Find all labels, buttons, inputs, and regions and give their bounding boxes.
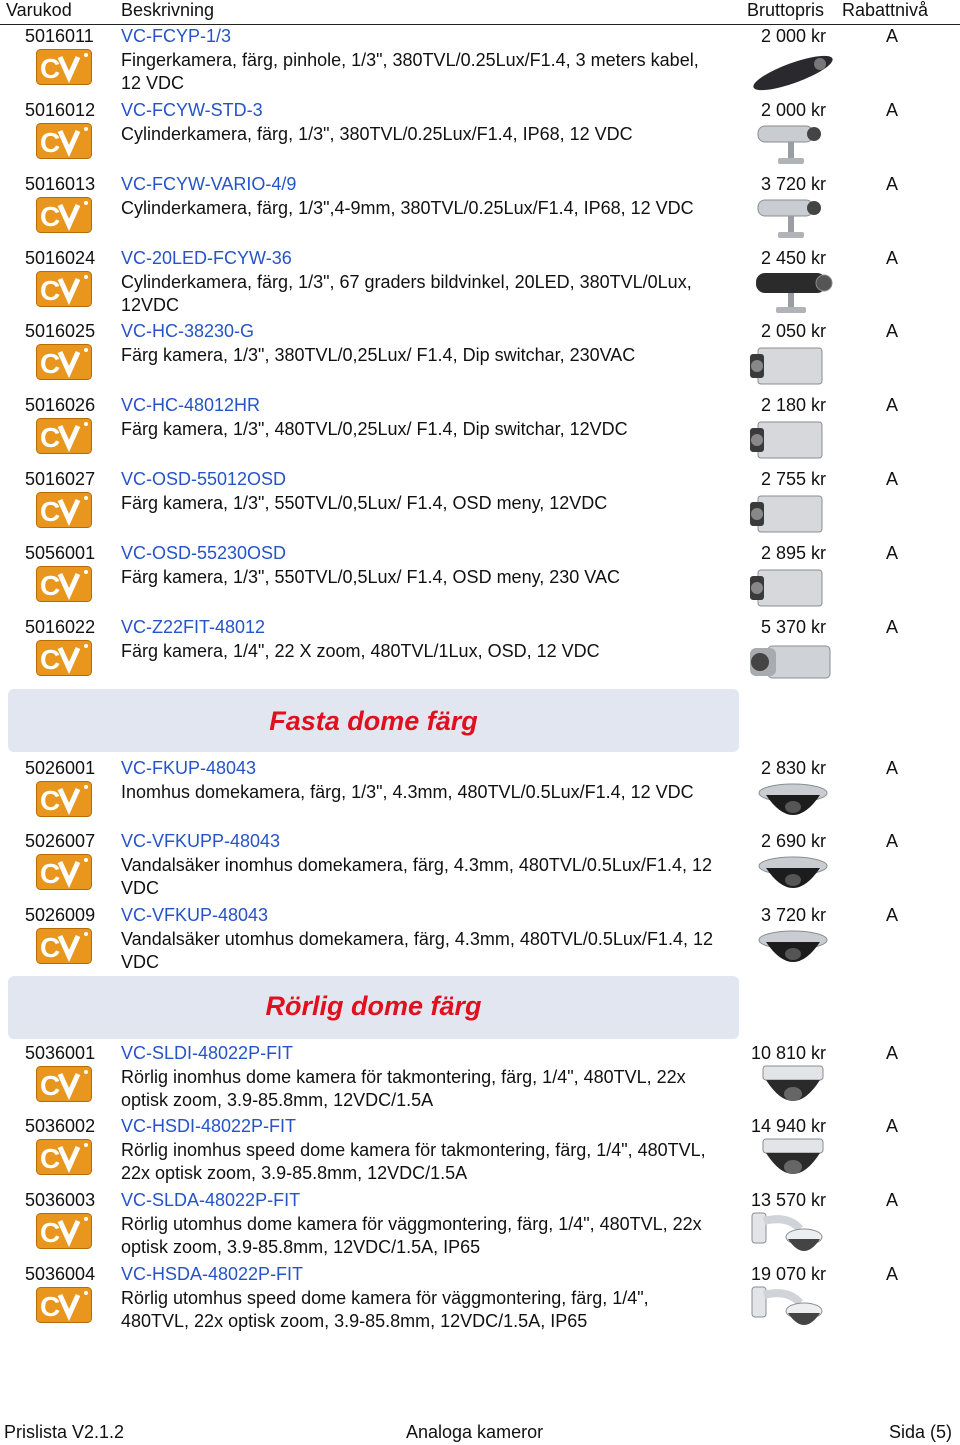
product-price: 2 830 kr (760, 758, 826, 778)
product-price: 13 570 kr (750, 1190, 826, 1210)
product-code: 5036002 (25, 1116, 96, 1136)
product-name: VC-HC-38230-G (121, 321, 255, 341)
product-price: 2 180 kr (760, 395, 826, 415)
product-name: VC-FCYW-VARIO-4/9 (121, 174, 297, 194)
product-name: VC-SLDA-48022P-FIT (121, 1190, 301, 1210)
svg-text:C: C (40, 1217, 61, 1248)
discount-level: A (886, 831, 899, 851)
product-code: 5016022 (25, 617, 96, 637)
product-name: VC-FCYP-1/3 (121, 26, 232, 46)
product-description: Inomhus domekamera, färg, 1/3", 4.3mm, 480TVL/0.5Lux/F1.4, 12 VDC (121, 781, 694, 802)
brand-logo-icon (36, 1213, 92, 1249)
product-code: 5016026 (25, 395, 96, 415)
brand-logo-icon (36, 854, 92, 890)
speed-dome-camera-icon (748, 1064, 838, 1114)
product-name: VC-HSDA-48022P-FIT (121, 1264, 304, 1284)
product-price: 5 370 kr (760, 617, 826, 637)
speed-dome-camera-icon (748, 1137, 838, 1187)
svg-text:C: C (40, 1291, 61, 1322)
product-code: 5016024 (25, 248, 96, 268)
product-description: Cylinderkamera, färg, 1/3", 67 graders bildvinkel, 20LED, 380TVL/0Lux, 12VDC (121, 271, 692, 315)
product-description: Cylinderkamera, färg, 1/3",4-9mm, 380TVL/0.25Lux/F1.4, IP68, 12 VDC (121, 197, 694, 218)
svg-text:C: C (40, 53, 61, 84)
product-price: 3 720 kr (760, 174, 826, 194)
product-description: Färg kamera, 1/3", 480TVL/0,25Lux/ F1.4, Dip switchar, 12VDC (121, 418, 628, 439)
section-title: Rörlig dome färg (265, 991, 482, 1021)
product-price: 2 450 kr (760, 248, 826, 268)
brand-logo-icon (36, 123, 92, 159)
product-description: Fingerkamera, färg, pinhole, 1/3", 380TVL/0.25Lux/F1.4, 3 meters kabel, 12 VDC (121, 49, 699, 93)
svg-text:C: C (40, 1143, 61, 1174)
product-description: Rörlig utomhus dome kamera för väggmontering, färg, 1/4", 480TVL, 22x optisk zoom, 3.9-85.8mm, 12VDC/1.5A, IP65 (121, 1213, 702, 1257)
discount-level: A (886, 26, 899, 46)
product-price: 10 810 kr (750, 1043, 826, 1063)
discount-level: A (886, 543, 899, 563)
svg-text:C: C (40, 932, 61, 963)
product-code: 5026001 (25, 758, 96, 778)
wall-dome-camera-icon (748, 1285, 838, 1335)
dome-camera-icon (748, 852, 838, 902)
box-camera-icon (748, 416, 838, 466)
product-name: VC-HSDI-48022P-FIT (121, 1116, 297, 1136)
footer-version: Prislista V2.1.2 (4, 1422, 125, 1442)
section-ptz-dome (8, 976, 739, 1039)
product-description: Vandalsäker inomhus domekamera, färg, 4.3mm, 480TVL/0.5Lux/F1.4, 12 VDC (121, 854, 712, 898)
svg-text:C: C (40, 570, 61, 601)
cylinder-camera-icon (748, 195, 838, 245)
product-description: Vandalsäker utomhus domekamera, färg, 4.3mm, 480TVL/0.5Lux/F1.4, 12 VDC (121, 928, 713, 972)
product-name: VC-OSD-55012OSD (121, 469, 287, 489)
brand-logo-icon (36, 271, 92, 307)
dome-camera-icon (748, 926, 838, 976)
header-price: Bruttopris (747, 0, 825, 20)
product-code: 5026007 (25, 831, 96, 851)
product-description: Rörlig utomhus speed dome kamera för väggmontering, färg, 1/4", 480TVL, 22x optisk zoom, 3.9-85.8mm, 12VDC/1.5A, IP65 (121, 1287, 649, 1331)
discount-level: A (886, 321, 899, 341)
product-code: 5016012 (25, 100, 96, 120)
led-camera-icon (748, 269, 838, 319)
zoom-camera-icon (748, 638, 838, 688)
section-fixed-dome (8, 689, 739, 752)
brand-logo-icon (36, 197, 92, 233)
brand-logo-icon (36, 1287, 92, 1323)
product-price: 19 070 kr (750, 1264, 826, 1284)
product-name: VC-20LED-FCYW-36 (121, 248, 292, 268)
cylinder-camera-icon (748, 121, 838, 171)
brand-logo-icon (36, 418, 92, 454)
product-price: 3 720 kr (760, 905, 826, 925)
product-name: VC-VFKUP-48043 (121, 905, 269, 925)
product-code: 5026009 (25, 905, 96, 925)
product-code: 5056001 (25, 543, 96, 563)
svg-text:C: C (40, 127, 61, 158)
product-code: 5016011 (25, 26, 94, 46)
product-description: Färg kamera, 1/3", 550TVL/0,5Lux/ F1.4, OSD meny, 12VDC (121, 492, 608, 513)
svg-text:C: C (40, 644, 61, 675)
product-description: Färg kamera, 1/3", 380TVL/0,25Lux/ F1.4, Dip switchar, 230VAC (121, 344, 636, 365)
header-code: Varukod (6, 0, 72, 20)
discount-level: A (886, 395, 899, 415)
brand-logo-icon (36, 781, 92, 817)
discount-level: A (886, 758, 899, 778)
discount-level: A (886, 617, 899, 637)
brand-logo-icon (36, 49, 92, 85)
brand-logo-icon (36, 344, 92, 380)
product-name: VC-SLDI-48022P-FIT (121, 1043, 294, 1063)
discount-level: A (886, 174, 899, 194)
discount-level: A (886, 905, 899, 925)
discount-level: A (886, 1190, 899, 1210)
box-camera-icon (748, 564, 838, 614)
svg-text:C: C (40, 785, 61, 816)
product-description: Färg kamera, 1/3", 550TVL/0,5Lux/ F1.4, OSD meny, 230 VAC (121, 566, 620, 587)
product-name: VC-FCYW-STD-3 (121, 100, 263, 120)
brand-logo-icon (36, 492, 92, 528)
section-title: Fasta dome färg (269, 706, 478, 736)
product-price: 14 940 kr (750, 1116, 826, 1136)
discount-level: A (886, 248, 899, 268)
svg-text:C: C (40, 496, 61, 527)
product-price: 2 690 kr (760, 831, 826, 851)
brand-logo-icon (36, 640, 92, 676)
product-code: 5016025 (25, 321, 96, 341)
discount-level: A (886, 100, 899, 120)
table-header (0, 0, 960, 25)
discount-level: A (886, 1116, 899, 1136)
brand-logo-icon (36, 1139, 92, 1175)
svg-text:C: C (40, 201, 61, 232)
svg-text:C: C (40, 1070, 61, 1101)
brand-logo-icon (36, 566, 92, 602)
product-name: VC-VFKUPP-48043 (121, 831, 281, 851)
finger-camera-icon (748, 47, 838, 97)
box-camera-icon (748, 490, 838, 540)
product-code: 5016013 (25, 174, 96, 194)
product-price: 2 000 kr (760, 100, 826, 120)
wall-dome-camera-icon (748, 1211, 838, 1261)
product-description: Färg kamera, 1/4", 22 X zoom, 480TVL/1Lux, OSD, 12 VDC (121, 640, 600, 661)
product-name: VC-HC-48012HR (121, 395, 261, 415)
product-price: 2 000 kr (760, 26, 826, 46)
product-name: VC-Z22FIT-48012 (121, 617, 266, 637)
product-description: Rörlig inomhus dome kamera för takmontering, färg, 1/4", 480TVL, 22x optisk zoom, 3.9-85.8mm, 12VDC/1.5A (121, 1066, 686, 1110)
header-level: Rabattnivå (842, 0, 929, 20)
product-code: 5036003 (25, 1190, 96, 1210)
footer-page: Sida (5) (888, 1422, 952, 1442)
header-description: Beskrivning (121, 0, 215, 20)
discount-level: A (886, 1043, 899, 1063)
product-code: 5036001 (25, 1043, 96, 1063)
product-price: 2 050 kr (760, 321, 826, 341)
product-description: Rörlig inomhus speed dome kamera för takmontering, färg, 1/4", 480TVL, 22x optisk zoom, 3.9-85.8mm, 12VDC/1.5A (121, 1139, 706, 1183)
product-name: VC-OSD-55230OSD (121, 543, 287, 563)
product-code: 5016027 (25, 469, 96, 489)
svg-text:C: C (40, 275, 61, 306)
product-name: VC-FKUP-48043 (121, 758, 257, 778)
box-camera-icon (748, 342, 838, 392)
discount-level: A (886, 469, 899, 489)
discount-level: A (886, 1264, 899, 1284)
brand-logo-icon (36, 1066, 92, 1102)
product-price: 2 895 kr (760, 543, 826, 563)
product-description: Cylinderkamera, färg, 1/3", 380TVL/0.25Lux/F1.4, IP68, 12 VDC (121, 123, 633, 144)
dome-camera-icon (748, 779, 838, 829)
svg-text:C: C (40, 348, 61, 379)
product-code: 5036004 (25, 1264, 96, 1284)
brand-logo-icon (36, 928, 92, 964)
svg-text:C: C (40, 858, 61, 889)
product-price: 2 755 kr (760, 469, 826, 489)
footer-category: Analoga kameror (406, 1422, 544, 1442)
svg-text:C: C (40, 422, 61, 453)
